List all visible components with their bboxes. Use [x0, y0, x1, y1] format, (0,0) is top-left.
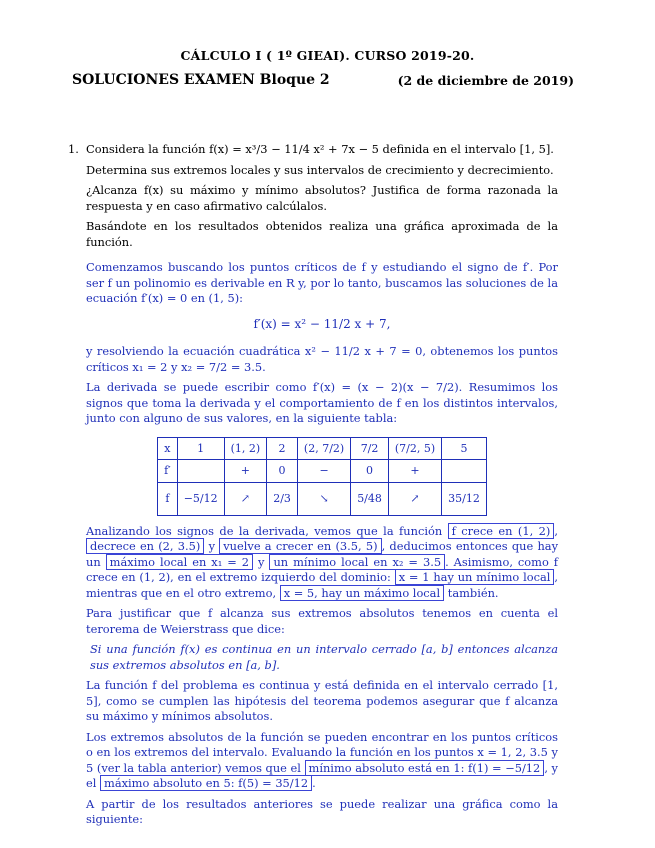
- table-row-f: [158, 482, 487, 515]
- boxed-result-increasing: f crece en (1, 2): [448, 523, 555, 539]
- table-cell: −5/12: [177, 482, 224, 515]
- sign-table: [157, 437, 487, 516]
- table-cell: x: [158, 437, 178, 460]
- solution-p5: Para justificar que f alcanza sus extremos absolutos tenemos en cuenta el terorema de Weierstrass que dice:: [86, 606, 558, 636]
- table-cell: 2: [267, 437, 298, 460]
- text-span: , deducimos entonces que hay un: [86, 539, 559, 569]
- table-cell: f′: [158, 460, 178, 483]
- table-cell: 5/48: [351, 482, 389, 515]
- table-cell: (1, 2): [224, 437, 267, 460]
- boxed-result-abs-min: mínimo absoluto está en 1: f(1) = −5/12: [305, 760, 545, 776]
- text-span: Analizando los signos de la derivada, vemos que la función: [86, 523, 443, 538]
- problem-number: 1.: [68, 142, 79, 156]
- table-cell: (2, 7/2): [297, 437, 350, 460]
- boxed-result-right-endpoint: x = 5, hay un máximo local: [280, 585, 444, 601]
- table-cell: 2/3: [267, 482, 298, 515]
- table-row-fprime: [158, 460, 487, 483]
- course-header: CÁLCULO I ( 1º GIEAI). CURSO 2019-20.: [180, 48, 475, 63]
- text-span: y: [208, 539, 216, 553]
- problem-statement-a: [68, 142, 558, 158]
- exam-date: (2 de diciembre de 2019): [397, 73, 574, 88]
- table-cell: f: [158, 482, 178, 515]
- boxed-result-abs-max: máximo absoluto en 5: f(5) = 35/12: [100, 775, 312, 791]
- weierstrass-theorem: Si una función f(x) es continua en un intervalo cerrado [a, b] entonces alcanza sus extremos absolutos en [a, b].: [90, 642, 558, 672]
- boxed-result-left-endpoint: x = 1 hay un mínimo local: [395, 569, 555, 585]
- table-cell: (7/2, 5): [388, 437, 441, 460]
- table-cell: −: [297, 460, 350, 483]
- solution-p2: y resolviendo la ecuación cuadrática x² − 11/2 x + 7 = 0, obtenemos los puntos críticos x₁ = 2 y x₂ = 7/2 = 3.5.: [86, 344, 558, 374]
- text-span: Los extremos absolutos de la función se pueden encontrar en los puntos críticos o en los extremos del intervalo. Evaluando la función en los puntos x = 1, 2, 3.5 y 5 (ver la tabla anterior) vemos que el: [86, 729, 558, 775]
- content: [68, 142, 559, 833]
- table-cell: ↗: [388, 482, 441, 515]
- text-span: . Asimismo, como f crece en (1, 2), en el extremo izquierdo del dominio:: [86, 554, 559, 584]
- table-cell: +: [224, 460, 267, 483]
- solution-p3: La derivada se puede escribir como f′(x) = (x − 2)(x − 7/2). Resumimos los signos que toma la derivada y el comportamiento de f en los distintos intervalos, junto con alguno de sus valores, en la siguiente tabla:: [86, 380, 558, 425]
- derivative-equation: f′(x) = x² − 11/2 x + 7,: [253, 316, 391, 331]
- text-span: , y el: [86, 760, 558, 790]
- problem-statement-b: Determina sus extremos locales y sus intervalos de crecimiento y decrecimiento.: [86, 162, 554, 177]
- table-cell: 0: [351, 460, 389, 483]
- text-span: y: [258, 554, 265, 569]
- table-row-x: [158, 437, 487, 460]
- table-cell: 0: [267, 460, 298, 483]
- solution-p1: Comenzamos buscando los puntos críticos de f y estudiando el signo de f′. Por ser f un polinomio es derivable en R y, por lo tanto, buscamos las soluciones de la ecuación f′(x) = 0 en (1, 5):: [86, 260, 558, 305]
- problem-statement-d: Basándote en los resultados obtenidos realiza una gráfica aproximada de la función.: [86, 219, 558, 249]
- text-span: también.: [447, 585, 499, 600]
- solution-p4: Analizando los signos de la derivada, vemos que la función f crece en (1, 2) , decrece en (2, 3.5) y vuelve a crecer en (3.5, 5) , deducimos entonces que hay un máximo local en x₁ = 2 y un mínimo local en x₂ = 3.5 . Asimismo, como f crece en (1, 2), en el extremo izquierdo del dominio: x = 1 hay un mínimo local , mientras que en el otro extremo, x = 5, hay un máximo local también.: [86, 523, 559, 600]
- text-span: , mientras que en el otro extremo,: [86, 570, 559, 600]
- table-cell: 1: [177, 437, 224, 460]
- solution: [86, 260, 558, 828]
- solution-p7: [86, 730, 558, 792]
- exam-title: SOLUCIONES EXAMEN Bloque 2: [72, 72, 330, 88]
- boxed-result-local-min: un mínimo local en x₂ = 3.5: [269, 554, 445, 570]
- solution-p6: La función f del problema es continua y está definida en el intervalo cerrado [1, 5], como se cumplen las hipótesis del teorema podemos asegurar que f alcanza su máximo y mínimos absolutos.: [86, 678, 558, 723]
- table-cell: [177, 460, 224, 483]
- table-cell: +: [388, 460, 441, 483]
- solution-p8: A partir de los resultados anteriores se puede realizar una gráfica como la siguiente:: [86, 796, 558, 826]
- exam-title-row: [72, 72, 574, 88]
- table-cell: 7/2: [351, 437, 389, 460]
- statement-text-a: Considera la función f(x) = x³/3 − 11/4 x² + 7x − 5 definida en el intervalo [1, 5].: [86, 142, 554, 156]
- boxed-result-increasing-again: vuelve a crecer en (3.5, 5): [219, 538, 381, 554]
- text-span: .: [312, 776, 316, 790]
- table-cell: ↘: [297, 482, 350, 515]
- table-cell: 5: [442, 437, 487, 460]
- table-cell: 35/12: [442, 482, 487, 515]
- boxed-result-decreasing: decrece en (2, 3.5): [86, 538, 204, 554]
- table-cell: ↗: [224, 482, 267, 515]
- boxed-result-local-max: máximo local en x₁ = 2: [106, 554, 253, 570]
- problem-statement-c: ¿Alcanza f(x) su máximo y mínimo absolutos? Justifica de forma razonada la respuesta y en caso afirmativo calcúlalos.: [86, 183, 558, 213]
- table-cell: [442, 460, 487, 483]
